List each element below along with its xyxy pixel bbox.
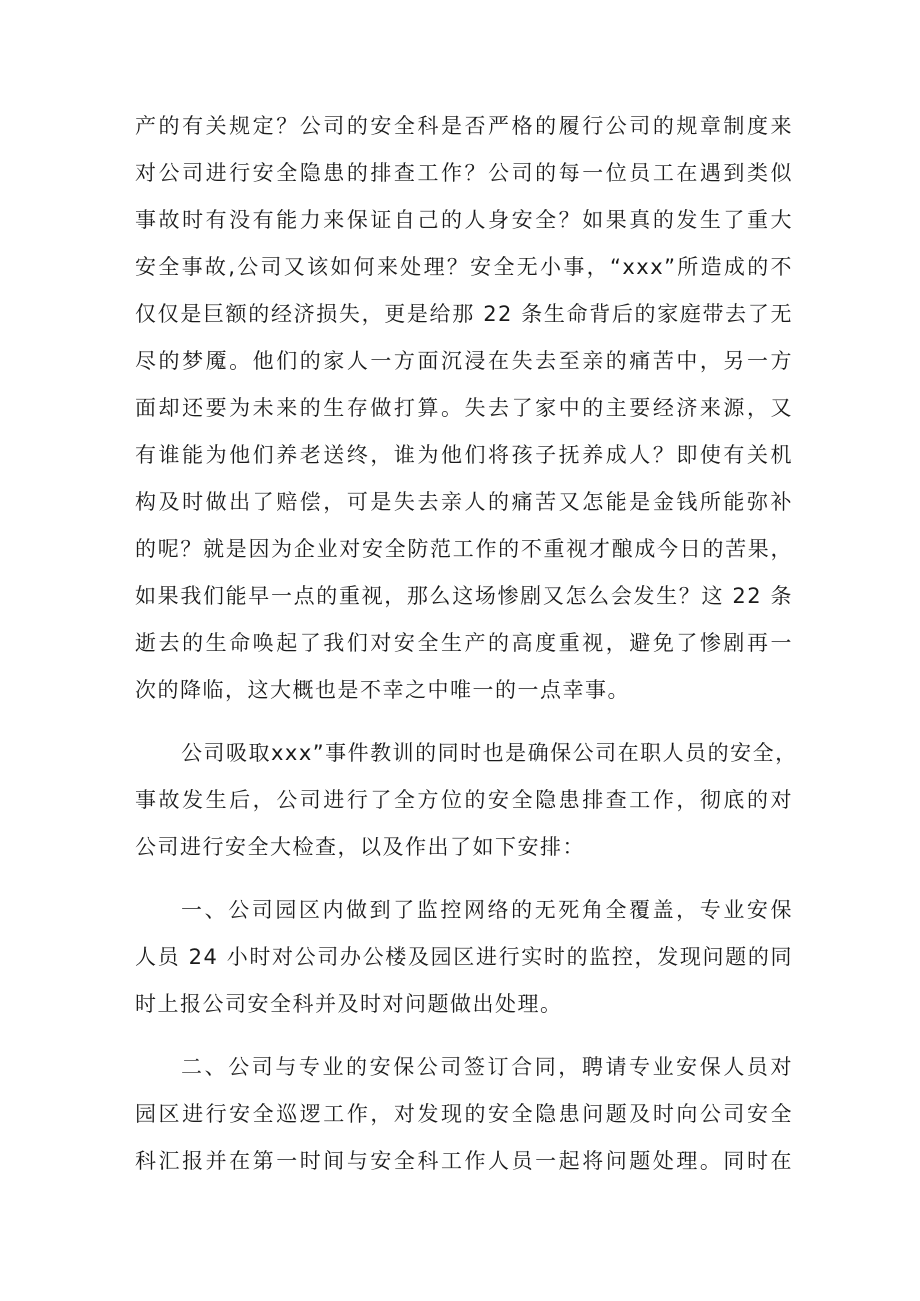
paragraph-line: 如果我们能早一点的重视，那么这场惨剧又怎么会发生？这 22 条 [135,584,793,608]
paragraph-line: 二、公司与专业的安保公司签订合同，聘请专业安保人员对 [181,1055,793,1079]
paragraph-line: 尽的梦魇。他们的家人一方面沉浸在失去至亲的痛苦中，另一方 [135,349,793,373]
paragraph-3 [135,887,793,1028]
paragraph-line: 有谁能为他们养老送终，谁为他们将孩子抚养成人？即使有关机 [135,443,793,467]
paragraph-spacer [135,1028,793,1044]
paragraph-line: 仅仅是巨额的经济损失，更是给那 22 条生命背后的家庭带去了无 [135,302,793,326]
paragraph-1 [135,103,793,714]
paragraph-line: 公司吸取xxx”事件教训的同时也是确保公司在职人员的安全， [181,741,798,765]
paragraph-line: 事故发生后，公司进行了全方位的安全隐患排查工作，彻底的对 [135,788,793,812]
paragraph-spacer [135,871,793,887]
paragraph-line: 的呢？就是因为企业对安全防范工作的不重视才酿成今日的苦果， [135,537,793,561]
paragraph-line: 安全事故,公司又该如何来处理？安全无小事，“xxx”所造成的不 [135,255,793,279]
paragraph-line: 事故时有没有能力来保证自己的人身安全？如果真的发生了重大 [135,208,793,232]
paragraph-4 [135,1044,793,1185]
paragraph-spacer [135,714,793,730]
paragraph-line: 园区进行安全巡逻工作，对发现的安全隐患问题及时向公司安全 [135,1102,793,1126]
paragraph-2 [135,730,798,871]
paragraph-line: 面却还要为未来的生存做打算。失去了家中的主要经济来源，又 [135,396,793,420]
paragraph-line: 时上报公司安全科并及时对问题做出处理。 [135,992,563,1016]
paragraph-line: 对公司进行安全隐患的排查工作？公司的每一位员工在遇到类似 [135,161,793,185]
document-body [135,103,798,1185]
paragraph-line: 科汇报并在第一时间与安全科工作人员一起将问题处理。同时在 [135,1149,793,1173]
paragraph-line: 次的降临，这大概也是不幸之中唯一的一点幸事。 [135,678,630,702]
paragraph-line: 产的有关规定？公司的安全科是否严格的履行公司的规章制度来 [135,114,793,138]
paragraph-line: 人员 24 小时对公司办公楼及园区进行实时的监控，发现问题的同 [135,945,793,969]
paragraph-line: 逝去的生命唤起了我们对安全生产的高度重视，避免了惨剧再一 [135,631,793,655]
paragraph-line: 一、公司园区内做到了监控网络的无死角全覆盖，专业安保 [181,898,793,922]
paragraph-line: 构及时做出了赔偿，可是失去亲人的痛苦又怎能是金钱所能弥补 [135,490,793,514]
paragraph-line: 公司进行安全大检查，以及作出了如下安排： [135,835,585,859]
